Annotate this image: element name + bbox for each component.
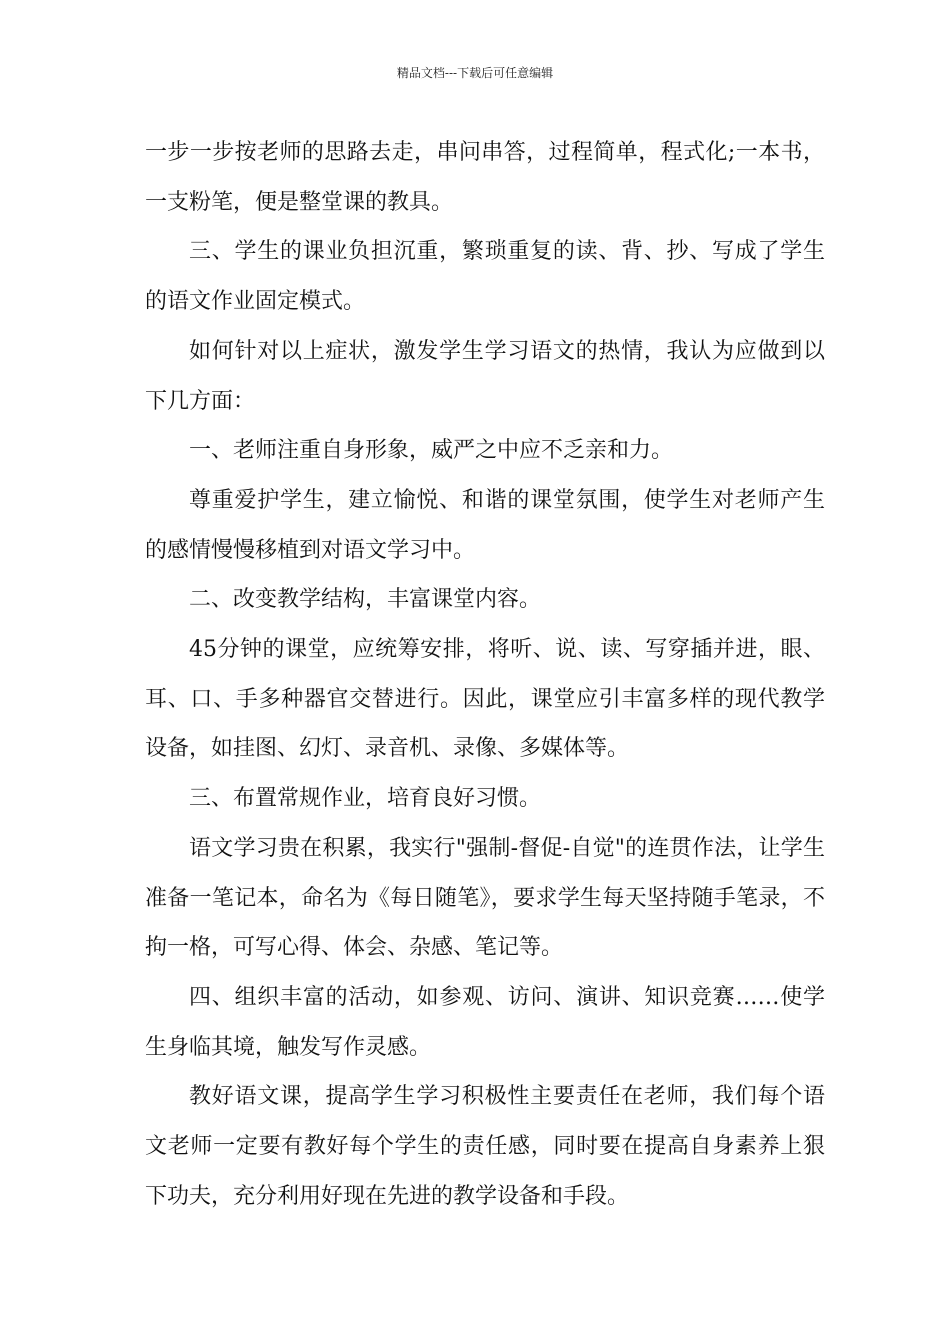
paragraph: 教好语文课，提高学生学习积极性主要责任在老师，我们每个语文老师一定要有教好每个学生的责任感，同时要在提高自身素养上狠下功夫，充分利用好现在先进的教学设备和手段。 xyxy=(145,1084,825,1209)
paragraph: 三、学生的课业负担沉重，繁琐重复的读、背、抄、写成了学生的语文作业固定模式。 xyxy=(145,239,825,315)
page-header: 精品文档---下载后可任意编辑 xyxy=(396,66,554,80)
paragraph-continuation: 一步一步按老师的思路去走，串问串答，过程简单，程式化;一本书，一支粉笔，便是整堂课的教具。 xyxy=(145,140,825,215)
paragraph: 尊重爱护学生，建立愉悦、和谐的课堂氛围，使学生对老师产生的感情慢慢移植到对语文学习中。 xyxy=(145,487,825,563)
document-body xyxy=(145,128,825,1221)
section-heading: 一、老师注重自身形象，威严之中应不乏亲和力。 xyxy=(189,438,674,464)
paragraph: 如何针对以上症状，激发学生学习语文的热情，我认为应做到以下几方面： xyxy=(145,338,825,414)
paragraph: 45分钟的课堂，应统筹安排，将听、说、读、写穿插并进，眼、耳、口、手多种器官交替进行。因此，课堂应引丰富多样的现代教学设备，如挂图、幻灯、录音机、录像、多媒体等。 xyxy=(145,637,825,762)
section-heading: 三、布置常规作业，培育良好习惯。 xyxy=(189,786,542,812)
paragraph: 语文学习贵在积累，我实行"强制-督促-自觉"的连贯作法，让学生准备一笔记本，命名为《每日随笔》，要求学生每天坚持随手笔录，不拘一格，可写心得、体会、杂感、笔记等。 xyxy=(145,835,825,961)
section-heading: 二、改变教学结构，丰富课堂内容。 xyxy=(189,587,542,613)
section-heading: 四、组织丰富的活动，如参观、访问、演讲、知识竞赛……使学生身临其境，触发写作灵感。 xyxy=(145,984,825,1060)
